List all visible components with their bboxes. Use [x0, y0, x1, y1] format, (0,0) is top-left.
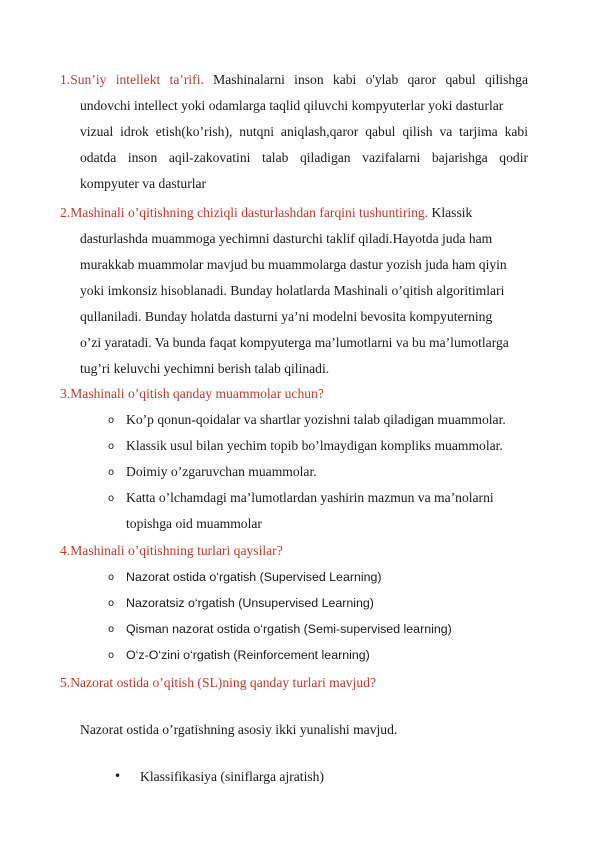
bullet-circle-icon: o — [108, 415, 115, 426]
section-2-heading: 2.Mashinali o’qitishning chiziqli dasturlashdan farqini tushuntiring. — [60, 205, 429, 220]
list-item: o Nazorat ostida o‘rgatish (Supervised Learning) — [108, 570, 382, 584]
paragraph-line: undovchi intellect yoki odamlarga taqlid qiluvchi kompyuterlar yoki dasturlar — [80, 98, 504, 113]
paragraph-line: odatda inson aqil-zakovatini talab qiladigan vazifalarni bajarishga qodir — [80, 150, 528, 165]
bullet-circle-icon: o — [108, 441, 115, 452]
list-item: o Katta o’lchamdagi ma’lumotlardan yashirin mazmun va ma’nolarni — [108, 490, 494, 505]
list-item: o Qisman nazorat ostida o‘rgatish (Semi-supervised learning) — [108, 622, 452, 636]
section-1-heading: 1.Sun’iy intellekt ta’rifi. — [60, 72, 204, 87]
list-item: o O‘z-O‘zini o‘rgatish (Reinforcement learning) — [108, 648, 370, 662]
section-4-heading: 4.Mashinali o’qitishning turlari qaysilar? — [60, 543, 283, 558]
section-1-text: Mashinalarni inson kabi o'ylab qaror qabul qilishga — [213, 72, 528, 87]
section-2-text: Klassik — [431, 205, 473, 220]
paragraph-line: Nazorat ostida o’rgatishning asosiy ikki yunalishi mavjud. — [80, 722, 398, 737]
section-5-heading: 5.Nazorat ostida o’qitish (SL)ning qanday turlari mavjud? — [60, 675, 376, 690]
list-item: o Klassik usul bilan yechim topib bo’lmaydigan kompliks muammolar. — [108, 438, 503, 453]
paragraph-line: o’zi yaratadi. Va bunda faqat kompyuterga ma’lumotlarni va bu ma’lumotlarga — [80, 335, 509, 350]
paragraph-line: murakkab muammolar mavjud bu muammolarga dastur yozish juda ham qiyin — [80, 257, 507, 272]
paragraph-line: kompyuter va dasturlar — [80, 176, 207, 191]
paragraph-line: vizual idrok etish(ko’rish), nutqni aniqlash,qaror qabul qilish va tarjima kabi — [80, 124, 528, 139]
list-item-continuation: topishga oid muammolar — [126, 516, 262, 531]
section-3-heading: 3.Mashinali o’qitish qanday muammolar uchun? — [60, 386, 324, 401]
bullet-circle-icon: o — [108, 572, 115, 583]
section-1-first-line — [60, 72, 528, 88]
bullet-circle-icon: o — [108, 467, 115, 478]
bullet-circle-icon: o — [108, 598, 115, 609]
paragraph-line: qullaniladi. Bunday holatda dasturni ya’ni modelni bevosita kompyuterning — [80, 309, 493, 324]
section-2-first-line — [60, 205, 472, 221]
bullet-circle-icon: o — [108, 624, 115, 635]
list-item: Klassifikasiya (siniflarga ajratish) — [140, 769, 324, 784]
list-item: o Ko’p qonun-qoidalar va shartlar yozishni talab qiladigan muammolar. — [108, 412, 506, 427]
paragraph-line: tug’ri keluvchi yechimni berish talab qilinadi. — [80, 361, 330, 376]
bullet-circle-icon: o — [108, 650, 115, 661]
list-item: o Nazoratsiz o‘rgatish (Unsupervised Learning) — [108, 596, 374, 610]
list-item: o Doimiy o’zgaruvchan muammolar. — [108, 464, 317, 479]
bullet-circle-icon: o — [108, 493, 115, 504]
paragraph-line: yoki imkonsiz hisoblanadi. Bunday holatlarda Mashinali o’qitish algoritimlari — [80, 283, 505, 298]
paragraph-line: dasturlashda muammoga yechimni dasturchi taklif qiladi.Hayotda juda ham — [80, 231, 493, 246]
bullet-dot-icon: • — [114, 769, 122, 783]
